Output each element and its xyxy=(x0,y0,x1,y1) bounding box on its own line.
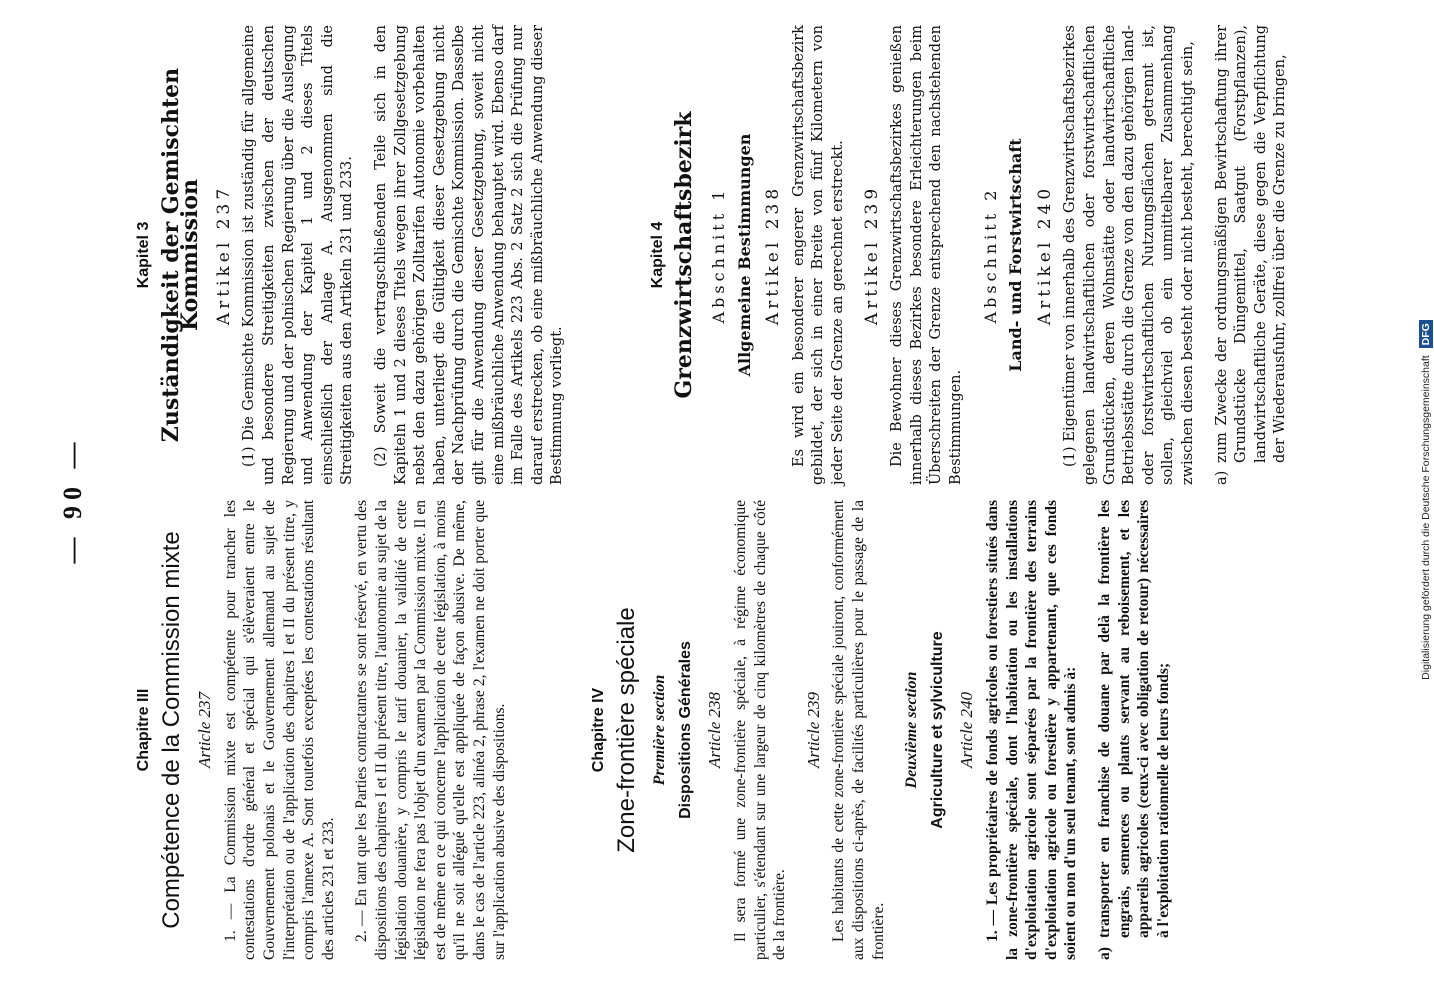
article-heading: Artikel 237 xyxy=(213,184,234,326)
paragraph: (1) Eigentümer von innerhalb des Grenzwirtschaftsbezirkes gelegenen landwirtschaftlichen oder forstwirtschaftlichen Grundstücken, deren Wohnstätte oder landwirtschaftliche Betriebsstätte durch die Grenze von den dazu gehörigen land- oder forstwirtschaftlichen Nutzungsflächen getrennt ist, sollen, gleichviel ob ein unmittelbarer Zusammenhang zwischen diesen besteht oder nicht besteht, berechtigt sein, xyxy=(1062,25,1196,485)
paragraph: Il sera formé une zone-frontière spéciale, à régime économique particulier, s'étendant sur une largeur de cinq kilomètres de chaque côté de la frontière. xyxy=(732,500,789,960)
section-heading: Abschnitt 2 xyxy=(980,186,1000,324)
section-heading: Abschnitt 1 xyxy=(709,186,729,324)
dfg-logo: DFG xyxy=(1419,320,1433,348)
article-heading: Artikel 239 xyxy=(861,184,882,326)
chapter-heading: Kapitel 4 xyxy=(648,221,666,289)
article-heading: Artikel 240 xyxy=(1034,184,1055,326)
paragraph: 1. — La Commission mixte est compétente pour trancher les contestations d'ordre général et spécial qui s'élèveraient entre le Gouvernement polonais et le Gouvernement allemand au sujet de l'interprétation ou de l'application des chapitres I et II du présent titre, y compris l'annexe A. Sont toutefois exceptées les contestations résultant des articles 231 et 233. xyxy=(221,500,337,960)
german-column xyxy=(120,25,1305,485)
digitization-note: Digitalisierung gefördert durch die Deutsche Forschungsgemeinschaft xyxy=(1420,355,1432,680)
paragraph: (2) Soweit die vertragschließenden Teile sich in den Kapiteln 1 und 2 dieses Titels wegen ihrer Zollgesetzgebung nebst den dazu gehörigen Zolltarifen Autonomie vorbehalten haben, unterliegt die Gültigkeit dieser Gesetzgebung nicht der Nachprüfung durch die Gemischte Kommission. Dasselbe gilt für die Anwendung dieser Gesetzgebung, soweit nicht eine mißbräuchliche Anwendung behauptet wird. Ebenso darf im Falle des Artikels 223 Abs. 2 Satz 2 sich die Prüfung nur darauf erstrecken, ob eine mißbräuchliche Anwendung dieser Bestimmung vorliegt. xyxy=(372,25,566,485)
paragraph: Es wird ein besonderer engerer Grenzwirtschaftsbezirk gebildet, der sich in einer Breite von fünf Kilometern von jeder Seite der Grenze an gerechnet erstreckt. xyxy=(790,25,847,485)
list-item xyxy=(1213,25,1291,485)
section-title: Agriculture et sylviculture xyxy=(928,631,946,829)
article-heading: Article 239 xyxy=(803,692,823,769)
chapter-title: Zuständigkeit der Gemischten Kommission xyxy=(157,67,204,443)
paragraph: Die Bewohner dieses Grenzwirtschaftsbezirkes genießen innerhalb dieses Bezirkes besondere Erleichterungen beim Überschreiten der Grenze entsprechend den nachstehenden Bestimmungen. xyxy=(889,25,964,485)
paragraph: 1. — Les propriétaires de fonds agricoles ou forestiers situés dans la zone-frontière spéciale, dont l'habitation ou les installations d'exploitation agricole sont séparées par la frontière des terrains d'exploitation agricole ou forestière y appartenant, que ces fonds soient ou non d'un seul tenant, sont admis à: xyxy=(984,500,1080,960)
digitization-credit xyxy=(1410,0,1434,1000)
chapter-title: Grenzwirtschaftsbezirk xyxy=(671,111,698,399)
chapter-title: Zone-frontière spéciale xyxy=(612,607,640,853)
chapter-heading: Chapitre IV xyxy=(590,687,608,773)
list-item-text: transporter en franchise de douane par delà la frontière les engrais, semences ou plants servant au reboisement, et les appareils agricoles (ceux-ci avec obligation de retour) nécessaires à l'exploitation rationnelle de leurs fonds; xyxy=(1095,500,1172,938)
paragraph: 2. — En tant que les Parties contractantes se sont réservé, en vertu des dispositions des chapitres I et II du présent titre, l'autonomie au sujet de la législation douanière, y compris le tarif douanier, la validité de cette législation ne fera pas l'objet d'un examen par la Commission mixte. Il en est de même en ce qui concerne l'application de cette législation, à moins qu'il ne soit allégué qu'elle est appliquée de façon abusive. De même, dans le cas de l'article 223, alinéa 2, phrase 2, l'examen ne doit porter que sur l'application abusive des dispositions. xyxy=(353,500,508,960)
list-item xyxy=(1095,500,1173,960)
article-heading: Article 238 xyxy=(705,692,725,769)
article-heading: Article 237 xyxy=(195,692,215,769)
list-marker: a) xyxy=(1213,470,1230,485)
chapter-heading: Chapitre III xyxy=(135,688,152,772)
list-marker: a) xyxy=(1095,947,1113,960)
article-heading: Artikel 238 xyxy=(763,184,784,326)
article-heading: Article 240 xyxy=(957,692,977,769)
section-title: Allgemeine Bestimmungen xyxy=(734,133,754,377)
page-number: — 90 — xyxy=(58,436,87,564)
section-title: Dispositions Générales xyxy=(676,641,694,819)
chapter-title: Compétence de la Commission mixte xyxy=(157,531,185,929)
french-column xyxy=(120,500,1187,960)
paragraph: (1) Die Gemischte Kommission ist zuständig für allgemeine und besondere Streitigkeiten zwischen der deutschen Regierung und der polnischen Regierung über die Auslegung und Anwendung der Kapitel 1 und 2 dieses Titels einschließlich der Anlage A. Ausgenommen sind die Streitigkeiten aus den Artikeln 231 und 233. xyxy=(241,25,356,485)
paragraph: Les habitants de cette zone-frontière spéciale jouiront, conformément aux dispositions ci-après, de facilités particulières pour le passage de la frontière. xyxy=(830,500,887,960)
chapter-heading: Kapitel 3 xyxy=(135,221,152,289)
section-heading: Première section xyxy=(651,674,669,786)
section-heading: Deuxième section xyxy=(903,671,921,789)
section-title: Land- und Forstwirtschaft xyxy=(1006,138,1026,372)
list-item-text: zum Zwecke der ordnungsmäßigen Bewirtschaftung ihrer Grundstücke Düngemittel, Saatgut (Forstpflanzen), landwirtschaftliche Geräte, diese gegen die Verpflichtung der Wiederausfuhr, zollfrei über die Grenze zu bringen, xyxy=(1213,25,1289,463)
